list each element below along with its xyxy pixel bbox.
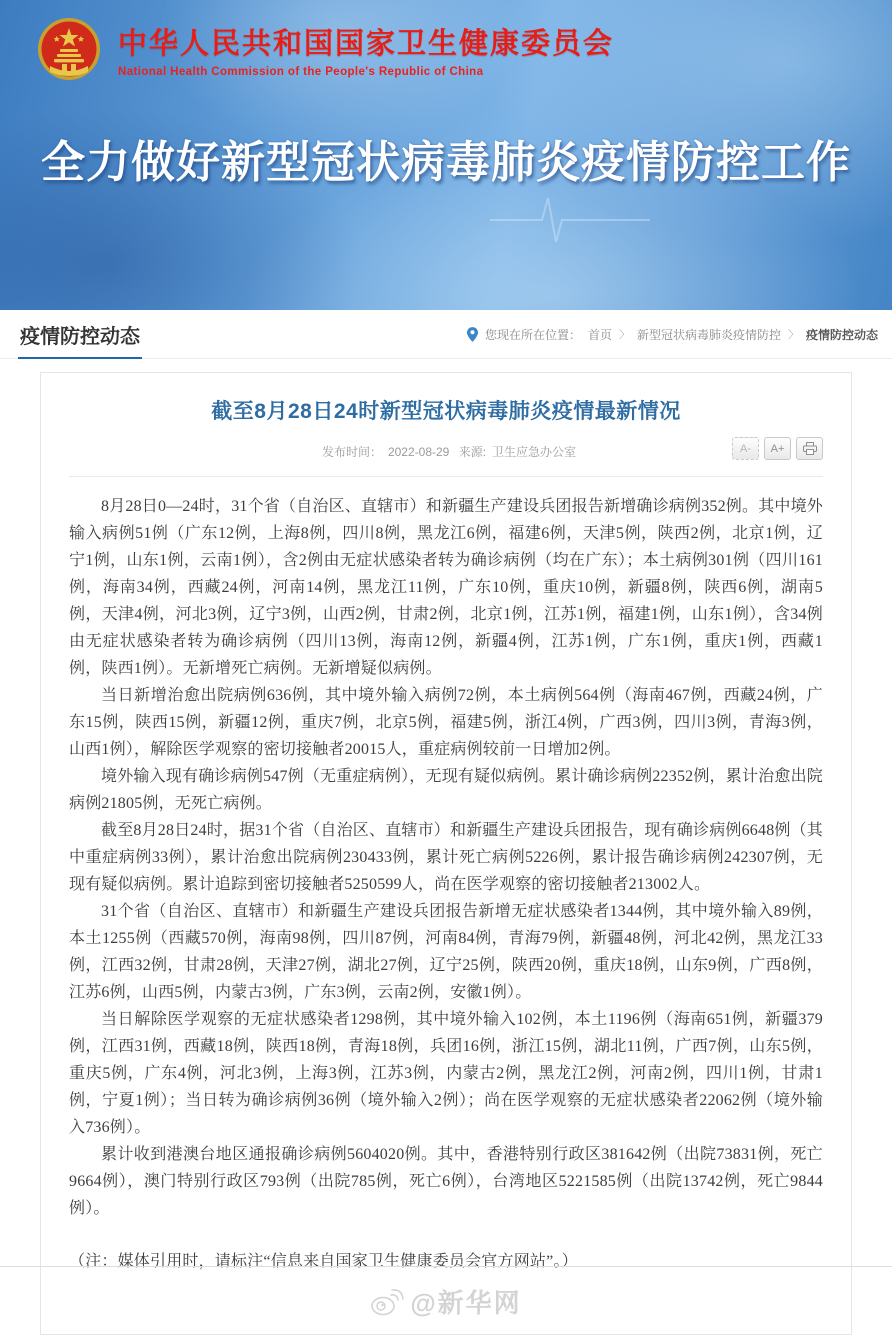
paragraph-imported-current: 境外输入现有确诊病例547例（无重症病例），无现有疑似病例。累计确诊病例22352例，累计治愈出院病例21805例，无死亡病例。	[69, 768, 823, 812]
nav-strip	[0, 310, 892, 359]
publish-date: 2022-08-29	[387, 445, 450, 459]
font-larger-button[interactable]: A+	[764, 437, 791, 460]
article-meta	[69, 443, 823, 477]
printer-icon	[803, 442, 817, 455]
article-box	[40, 372, 852, 1335]
source-name: 卫生应急办公室	[492, 445, 577, 459]
breadcrumb-prefix: 您现在所在位置：	[484, 327, 581, 342]
national-emblem-icon	[36, 16, 102, 82]
weibo-icon	[370, 1287, 404, 1317]
article-tools	[732, 437, 823, 460]
location-pin-icon	[467, 327, 478, 342]
paragraph-cumulative: 截至8月28日24时，据31个省（自治区、直辖市）和新疆生产建设兵团报告，现有确诊病例6648例（其中重症病例33例），累计治愈出院病例230433例，累计死亡病例5226例，累计报告确诊病例242307例，无现有疑似病例。累计追踪到密切接触者5250599人，尚在医学观察的密切接触者213002人。	[69, 822, 824, 893]
gov-titles	[118, 21, 614, 78]
watermark	[69, 1283, 823, 1320]
paragraph-recovered: 当日新增治愈出院病例636例，其中境外输入病例72例，本土病例564例（海南467例，西藏24例，广东15例，陕西15例，新疆12例，重庆7例，北京5例，福建5例，浙江4例，广西3例，四川3例，青海3例，山西1例），解除医学观察的密切接触者20015人，重症病例较前一日增加2例。	[69, 687, 823, 758]
paragraph-hk-macau-taiwan: 累计收到港澳台地区通报确诊病例5604020例。其中，香港特别行政区381642例（出院73831例，死亡9664例），澳门特别行政区793例（出院785例，死亡6例），台湾地区5221585例（出院13742例，死亡9844例）。	[69, 1146, 823, 1217]
breadcrumb-home[interactable]: 首页	[587, 327, 612, 342]
hero-banner	[0, 0, 892, 310]
gov-title-en: National Health Commission of the People's Republic of China	[118, 65, 484, 78]
breadcrumb-covid-section[interactable]: 新型冠状病毒肺炎疫情防控	[636, 327, 781, 342]
campaign-banner-title: 全力做好新型冠状病毒肺炎疫情防控工作	[41, 138, 851, 187]
breadcrumb-separator: 〉	[618, 329, 630, 341]
content-area	[0, 359, 892, 1335]
paragraph-asymptomatic-released: 当日解除医学观察的无症状感染者1298例，其中境外输入102例，本土1196例（海南651例，新疆379例，江西31例，西藏18例，陕西18例，青海18例，兵团16例，浙江15例，湖北11例，广西7例，山东5例，重庆5例，广东4例，河北3例，上海3例，江苏3例，内蒙古2例，黑龙江2例，河南2例，四川1例，甘肃1例，宁夏1例）；当日转为确诊病例36例（境外输入2例）；尚在医学观察的无症状感染者22062例（境外输入736例）。	[69, 1011, 823, 1136]
article-title: 截至8月28日24时新型冠状病毒肺炎疫情最新情况	[211, 400, 681, 423]
citation-note: （注：媒体引用时，请标注“信息来自国家卫生健康委员会官方网站”。）	[69, 1253, 578, 1270]
footer-divider	[0, 1266, 892, 1267]
gov-header	[36, 16, 614, 82]
watermark-text: @新华网	[410, 1288, 522, 1318]
paragraph-new-confirmed: 8月28日0—24时，31个省（自治区、直辖市）和新疆生产建设兵团报告新增确诊病例352例。其中境外输入病例51例（广东12例，上海8例，四川8例，黑龙江6例，福建6例，天津5例，陕西2例，北京1例，辽宁1例，山东1例，云南1例），含2例由无症状感染者转为确诊病例（均在广东）；本土病例301例（四川161例，海南34例，西藏24例，河南14例，黑龙江11例，广东10例，重庆10例，新疆8例，陕西6例，湖南5例，天津4例，河北3例，辽宁3例，山西2例，甘肃2例，北京1例，江苏1例，福建1例，山东1例），含34例由无症状感染者转为确诊病例（四川13例，海南12例，新疆4例，江苏1例，广东1例，重庆1例，西藏1例，陕西1例）。无新增死亡病例。无新增疑似病例。	[69, 498, 824, 677]
paragraph-asymptomatic-new: 31个省（自治区、直辖市）和新疆生产建设兵团报告新增无症状感染者1344例，其中境外输入89例，本土1255例（西藏570例，海南98例，四川87例，河南84例，青海79例，新疆48例，河北42例，黑龙江33例，江西32例，甘肃28例，天津27例，湖北27例，辽宁25例，陕西20例，重庆18例，山东9例，广西8例，江苏6例，山西5例，内蒙古3例，广东3例，云南2例，安徽1例）。	[69, 903, 823, 1001]
breadcrumb	[467, 326, 878, 343]
print-button[interactable]	[796, 437, 823, 460]
source-label: 来源:	[458, 445, 487, 459]
ecg-pulse-decoration	[490, 190, 650, 250]
section-title[interactable]: 疫情防控动态	[18, 310, 142, 359]
breadcrumb-current: 疫情防控动态	[805, 327, 878, 342]
breadcrumb-separator: 〉	[787, 329, 799, 341]
article-body	[69, 477, 823, 1275]
gov-title-cn: 中华人民共和国国家卫生健康委员会	[118, 27, 615, 60]
publish-time-label: 发布时间：	[321, 445, 382, 459]
font-smaller-button[interactable]: A-	[732, 437, 759, 460]
